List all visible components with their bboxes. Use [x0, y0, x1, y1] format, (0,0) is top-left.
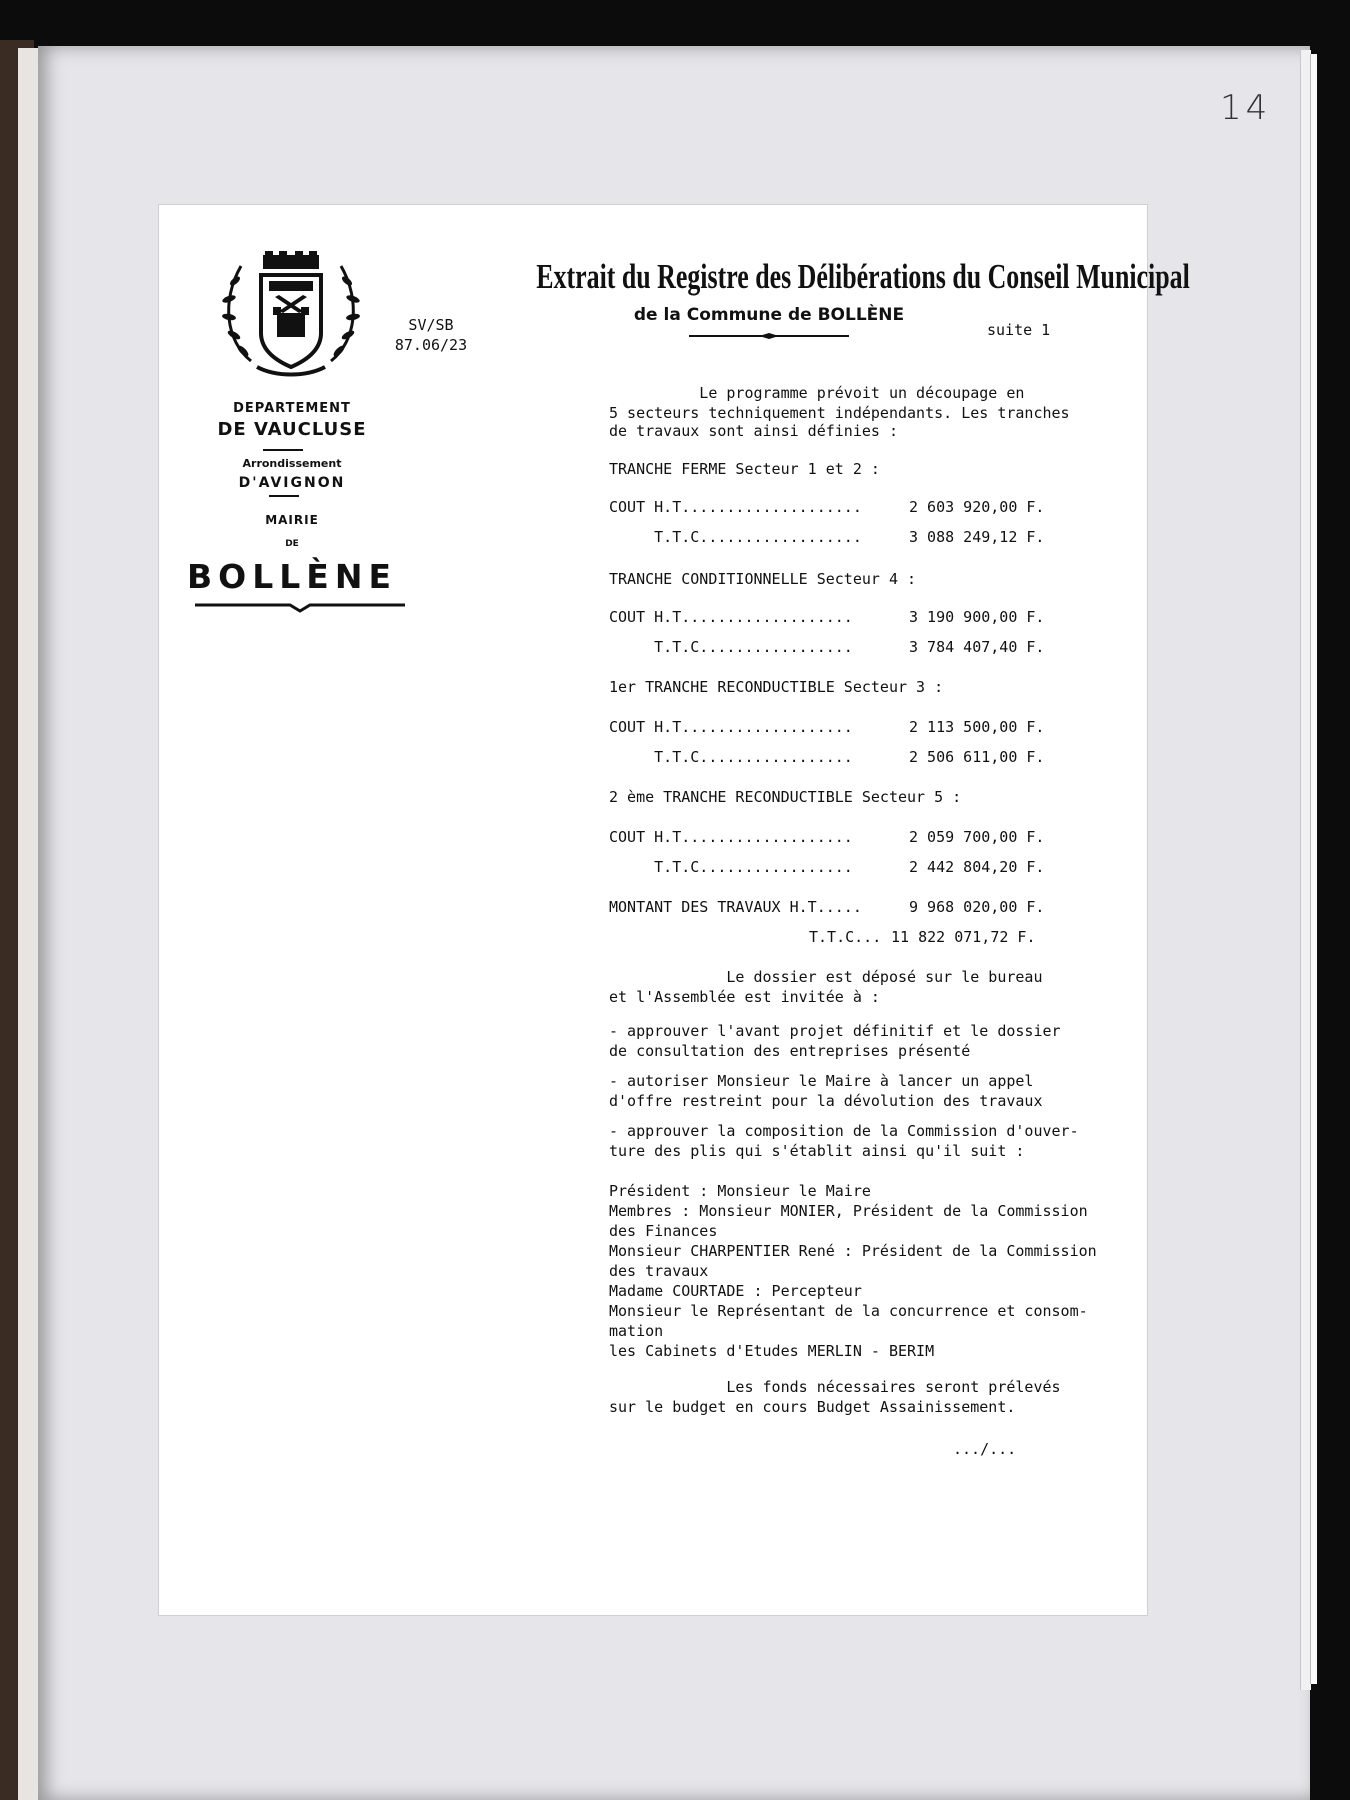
list-item: ture des plis qui s'établit ainsi qu'il suit : [609, 1142, 1025, 1160]
list-item: d'offre restreint pour la dévolution des travaux [609, 1092, 1043, 1110]
total-ht-value: 9 968 020,00 F. [909, 898, 1045, 916]
decorative-rule [689, 333, 849, 339]
reference-initials: SV/SB [408, 316, 454, 334]
department-label: DEPARTEMENT [233, 401, 351, 416]
ttc-label: T.T.C................. [609, 858, 853, 876]
ttc-value: 2 442 804,20 F. [909, 858, 1045, 876]
reference-number: 87.06/23 [394, 336, 468, 354]
reference [391, 315, 471, 355]
mairie-label: MAIRIE [265, 513, 319, 527]
ttc-label: T.T.C................. [609, 748, 853, 766]
tranche-heading: 2 ème TRANCHE RECONDUCTIBLE Secteur 5 : [609, 788, 962, 806]
continuation-mark: .../... [953, 1440, 1017, 1458]
commission-line: Madame COURTADE : Percepteur [609, 1282, 862, 1300]
divider [269, 495, 299, 497]
commission-line: des Finances [609, 1222, 718, 1240]
ttc-label: T.T.C.................. [609, 528, 862, 546]
list-item: de consultation des entreprises présenté [609, 1042, 971, 1060]
commune-name: BOLLÈNE [187, 557, 397, 596]
total-ttc-value: 11 822 071,72 F. [891, 928, 1036, 946]
ttc-value: 3 088 249,12 F. [909, 528, 1045, 546]
tranche-heading: TRANCHE CONDITIONNELLE Secteur 4 : [609, 570, 917, 588]
commission-line: Monsieur CHARPENTIER René : Président de la Commission [609, 1242, 1097, 1260]
paragraph-line: 5 secteurs techniquement indépendants. Les tranches [609, 404, 1070, 422]
decorative-rule [195, 601, 405, 613]
cost-value: 3 190 900,00 F. [909, 608, 1045, 626]
department-name: DE VAUCLUSE [217, 419, 367, 440]
folio-number: 14 [1220, 88, 1272, 128]
cost-value: 2 113 500,00 F. [909, 718, 1045, 736]
commission-line: les Cabinets d'Etudes MERLIN - BERIM [609, 1342, 935, 1360]
commission-line: mation [609, 1322, 664, 1340]
list-item: - approuver l'avant projet définitif et le dossier [609, 1022, 1061, 1040]
total-label: MONTANT DES TRAVAUX H.T..... [609, 898, 862, 916]
ttc-label: T.T.C................. [609, 638, 853, 656]
paragraph-line: de travaux sont ainsi définies : [609, 422, 898, 440]
divider [263, 449, 303, 451]
suite-label: suite 1 [987, 321, 1051, 339]
tranche-heading: TRANCHE FERME Secteur 1 et 2 : [609, 460, 880, 478]
cost-label: COUT H.T................... [609, 828, 853, 846]
paragraph-line: Le dossier est déposé sur le bureau [609, 968, 1043, 986]
de-label: DE [285, 539, 299, 549]
paragraph-line: sur le budget en cours Budget Assainissement. [609, 1398, 1016, 1416]
cost-label: COUT H.T.................... [609, 498, 862, 516]
document-subtitle: de la Commune de BOLLÈNE [633, 305, 905, 325]
ttc-value: 3 784 407,40 F. [909, 638, 1045, 656]
ttc-value: 2 506 611,00 F. [909, 748, 1045, 766]
deliberation-sheet [158, 204, 1190, 1616]
commission-line: Monsieur le Représentant de la concurrence et consom- [609, 1302, 1088, 1320]
commission-line: Président : Monsieur le Maire [609, 1182, 871, 1200]
arrondissement-name: D'AVIGNON [238, 475, 346, 491]
coat-of-arms-icon [221, 251, 361, 381]
cost-label: COUT H.T................... [609, 608, 853, 626]
total-ttc-label: T.T.C... [809, 928, 882, 946]
document-title: Extrait du Registre des Délibérations du Conseil Municipal [536, 257, 1190, 296]
paragraph-line: et l'Assemblée est invitée à : [609, 988, 880, 1006]
paragraph-line: Les fonds nécessaires seront prélevés [609, 1378, 1061, 1396]
commission-line: des travaux [609, 1262, 709, 1280]
list-item: - approuver la composition de la Commission d'ouver- [609, 1122, 1079, 1140]
cost-value: 2 059 700,00 F. [909, 828, 1045, 846]
previous-pages [18, 48, 40, 1800]
arrondissement-label: Arrondissement [242, 457, 342, 470]
paragraph-line: Le programme prévoit un découpage en [609, 384, 1025, 402]
commission-line: Membres : Monsieur MONIER, Président de la Commission [609, 1202, 1088, 1220]
tranche-heading: 1er TRANCHE RECONDUCTIBLE Secteur 3 : [609, 678, 944, 696]
cost-label: COUT H.T................... [609, 718, 853, 736]
page-edge [1310, 54, 1317, 1684]
cost-value: 2 603 920,00 F. [909, 498, 1045, 516]
list-item: - autoriser Monsieur le Maire à lancer un appel [609, 1072, 1034, 1090]
